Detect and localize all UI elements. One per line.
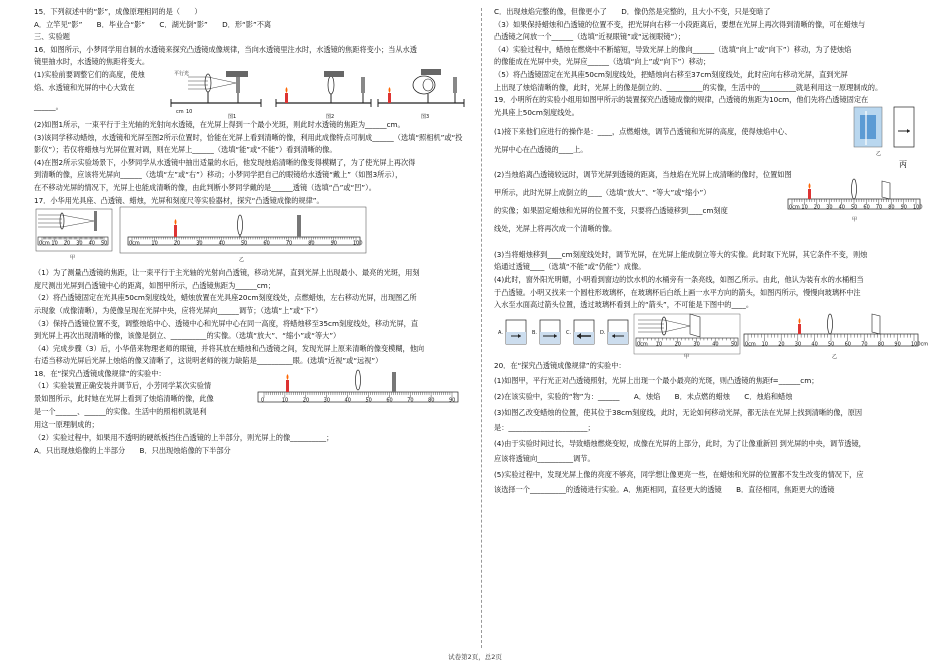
q16-part4: (4)在图2所示实验场景下，小梦同学从水透镜中抽出适量的水后，他发现烛焰清晰的像变得模糊了，为了使光屏上再次得	[34, 157, 416, 167]
q18-part4: （4）实验过程中，蜡烛在燃烧中不断缩短，导致光屏上的像向______（选填“向上”或“向下”）移动，为了使烛焰	[494, 44, 852, 54]
q16-figure-block	[34, 69, 462, 119]
ruler-label: 0cm	[39, 240, 50, 247]
q18-intro: 18．在“探究凸透镜成像规律”的实验中：	[34, 368, 166, 378]
q19-block	[494, 107, 923, 249]
ruler-label: 60	[263, 240, 270, 247]
ruler-label: 40	[344, 397, 351, 404]
ruler-label: 0cm	[129, 240, 140, 247]
ruler-label: 30	[323, 397, 331, 404]
q19-figure-a	[786, 177, 922, 225]
q19-part4: (4)此时，窗外阳光明媚，小明看到窗边的饮水机的水桶旁有一条亮线，如图乙所示。由此，他认为装有水的水桶相当	[494, 274, 864, 284]
svg-text:10: 10	[186, 108, 193, 115]
q19-part1: 光屏中心在凸透镜的____上。	[494, 144, 588, 154]
ruler-label: 20	[302, 397, 310, 404]
q19-option-b	[532, 320, 560, 344]
left-column	[34, 6, 462, 458]
ruler-label: 10	[761, 341, 768, 348]
q18-part1: 是一个______、______的实像。生活中的照相机就是利	[34, 407, 207, 417]
q16-fig3-caption: 图3	[421, 113, 430, 120]
ruler-label: 50	[731, 341, 738, 348]
q19-part1: (1)接下来他们应进行的操作是：____，点燃蜡烛，调节凸透镜和光屏的高度，使得烛焰中心、	[494, 126, 792, 136]
q16-part3: (3)该同学移动蜡烛，水透镜和光屏至图2所示位置时，恰能在光屏上看到清晰的像，利用此成像特点可制成______（选填“照相机”或“投	[34, 132, 463, 142]
ruler-label: 30	[76, 240, 83, 247]
q20-part2: (2)在该实验中，实验的“物”为：______ A．烛焰 B．未点燃的蜡烛 C．烛焰和蜡烛	[494, 391, 793, 401]
q19-part3: 焰通过透镜____（选填“不能”或“仍能”）成像。	[494, 262, 646, 272]
ruler-label: 10	[801, 204, 808, 211]
ruler-label: 10	[281, 397, 289, 404]
ruler-label: 90	[894, 341, 901, 348]
ruler-label: 90	[449, 397, 456, 404]
q17-part1: （1）为了测量凸透镜的焦距，让一束平行于主光轴的光射向凸透镜，移动光屏，直到光屏上出现最小、最亮的光斑，用刻	[34, 268, 420, 278]
ruler-label: 50	[365, 397, 372, 404]
q19-fig-b-caption: 乙	[876, 150, 882, 157]
q16-fig1-label: 平行光	[174, 70, 190, 77]
q17-part4: （4）完成步骤（3）后，小华借来物理老师的眼镜，并将其放在蜡烛和凸透镜之间，发现光屏上原来清晰的像变模糊，他向	[34, 343, 425, 353]
q18-part2: （2）实验过程中，如果用不透明的硬纸板挡住凸透镜的上半部分，则光屏上的像__________；	[34, 433, 334, 443]
column-divider	[481, 8, 482, 648]
q17-part3: （3）保持凸透镜位置不变，调整烛焰中心、透镜中心和光屏中心在同一高度，将蜡烛移至35cm刻度线处，移动光屏，直	[34, 318, 419, 328]
q17-part2: （2）将凸透镜固定在光具座50cm刻度线处，蜡烛放置在光具座20cm刻度线处，点燃蜡烛，左右移动光屏，出现图乙所	[34, 293, 417, 303]
ruler-label: 80	[428, 397, 435, 404]
q16-figure-1	[171, 70, 261, 120]
svg-text:D.: D.	[600, 329, 606, 336]
ruler-label: 50	[828, 341, 835, 348]
q18-part1: （1）实验装置正确安装并调节后，小芳同学某次实验情	[34, 381, 212, 391]
q20-part3: (3)如图乙改变蜡烛的位置，使其位于38cm刻度线，此时，无论如何移动光屏，都无法在光屏上找到清晰的像，原因	[494, 407, 863, 417]
svg-text:A.: A.	[498, 329, 503, 336]
q19-part2: 线处，光屏上将再次成一个清晰的像。	[494, 223, 617, 233]
ruler-label: 60	[386, 397, 393, 404]
q20-part4: 应该将透镜向__________调节。	[494, 454, 595, 464]
q20-fig-b-caption: 乙	[832, 353, 838, 360]
q19-part4: 入水至水面高过箭头位置，透过玻璃杯看到上的“箭头”，不可能是下图中的____。	[494, 300, 754, 310]
q18-part3: 凸透镜之间放一个______（选填“近视眼镜”或“远视眼镜”）；	[494, 32, 685, 42]
q16-figure-2	[276, 71, 371, 120]
q20-figure-b	[744, 314, 928, 360]
q17-fig-a-caption: 甲	[70, 255, 76, 262]
q19-part3: (3)当将蜡烛移到____cm刻度线处时，调节光屏，在光屏上能成倒立等大的实像。此时取下光屏，其它条件不变，则烛	[494, 249, 868, 259]
q15-options: A．立竿见“影” B．毕业合“影” C．湖光倒“影” D．形“影”不离	[34, 19, 272, 29]
ruler-label: 0	[261, 397, 265, 404]
ruler-label: 40	[218, 240, 225, 247]
q17-figures	[34, 207, 462, 267]
q18-options-cd: C．出现烛焰完整的像，但像更小了 D．像仍然是完整的，且大小不变，只是变暗了	[494, 7, 771, 16]
q15-stem: 15．下列叙述中的“影”，成像原理相同的是（ ）	[34, 7, 202, 16]
ruler-label: 50	[241, 240, 248, 247]
q16-part1: ______。	[34, 101, 63, 111]
q20-part5: 该选择一个__________的透镜进行实验。A．焦距相同，直径更大的透镜 B．直径相同，焦距更大的透镜	[494, 485, 835, 495]
q16-part3: 影仪”）；若仅将蜡烛与光屏位置对调，则在光屏上______（选填“能”或“不能”）看到清晰的像。	[34, 145, 337, 155]
ruler-label: 50	[851, 204, 858, 211]
q20-part5: (5)实验过程中，发现光屏上像的亮度不够亮，同学想让像更亮一些，在蜡烛和光屏的位置都不发生改变的情况下，应	[494, 469, 864, 479]
q19-option-a	[498, 320, 526, 344]
section-heading: 三、实验题	[34, 32, 70, 42]
ruler-label: 40	[88, 240, 95, 247]
q16-intro: 16．如图所示，小梦同学用自制的水透镜来探究凸透镜成像规律，当向水透镜里注水时，水透镜的焦距将变小；当从水透	[34, 44, 417, 54]
page-footer: 试卷第2页，总2页	[448, 653, 502, 661]
q18-part5: 上出现了烛焰清晰的像，此时，光屏上的像是倒立的、__________的实像，生活中的__________就是利用这一原理制成的。	[494, 82, 883, 92]
q18-figure	[256, 366, 460, 412]
right-column	[494, 6, 929, 497]
ruler-label: 30	[693, 341, 700, 348]
q18-figure-block	[34, 380, 462, 432]
q17-fig-b-caption: 乙	[239, 257, 245, 264]
q16-part2: (2)如图1所示，一束平行于主光轴的光射向水透镜，在光屏上得到一个最小光斑，则此时水透镜的焦距为______cm。	[34, 119, 405, 129]
ruler-label: 60	[844, 341, 851, 348]
ruler-label: 80	[877, 341, 885, 348]
q19-option-c	[566, 320, 594, 344]
q19-part2: 的实像；如果固定蜡烛和光屏的位置不变，只要将凸透镜移到____cm刻度	[494, 205, 728, 215]
q17-part4: 右适当移动光屏后光屏上烛焰的像又清晰了，这说明老师的视力缺陷是__________眼。(选填“近视”或“远视”）	[34, 356, 383, 366]
q17-figure-a	[36, 209, 112, 261]
q16-part1: (1)实验前要调整它们的高度，使烛	[34, 69, 145, 79]
ruler-label: 0cm	[745, 341, 756, 348]
ruler-label: 80	[308, 240, 315, 247]
q18-part5: （5）将凸透镜固定在光具座50cm刻度线处，把蜡烛向右移至37cm刻度线处，此时应向右移动光屏，直到光屏	[494, 69, 848, 79]
q16-figure-3	[378, 69, 464, 120]
q16-part4: 到清晰的像，应该将光屏向______（选填“左”或“右”）移动；小梦同学把自己的眼镜给水透镜“戴上”（如图3所示），	[34, 170, 403, 180]
svg-text:cm: cm	[176, 108, 184, 115]
ruler-label: 50	[101, 240, 108, 247]
q20-part4: (4)由于实验时间过长，导致蜡烛燃烧变短，成像在光屏的上部分，此时，为了让像重新回 到光屏的中央，调节透镜，	[494, 438, 866, 448]
q16-figures	[166, 63, 466, 119]
svg-text:C.: C.	[566, 329, 572, 336]
q19-fig-a-caption: 甲	[852, 216, 858, 223]
q19-figures-bc	[850, 105, 922, 169]
q18-part2-options: A．只出现烛焰像的上半部分 B．只出现烛焰像的下半部分	[34, 446, 231, 456]
q17-part2: 示现象（成像清晰），为使像呈现在光屏中央，应将光屏向______调节；（选填“上”或“下”）	[34, 305, 323, 315]
q19-intro: 19．小明所在的实验小组用如图甲所示的装置探究凸透镜成像的规律，凸透镜的焦距为10cm，他们先将凸透镜固定在	[494, 95, 869, 105]
ruler-label: 70	[875, 204, 883, 211]
q20-part3: 是：______________________；	[494, 423, 595, 433]
q19-fig-c-caption: 丙	[899, 159, 907, 169]
ruler-label: 10	[51, 240, 58, 247]
q16-fig1-caption: 图1	[228, 113, 237, 120]
q17-part3: 到光屏上再次出现清晰的像，该像是倒立、__________的实像。（选填“放大”、“缩小”或“等大”）	[34, 331, 341, 341]
q18-part1: 用这一原理制成的；	[34, 420, 99, 430]
ruler-label: 10	[151, 240, 158, 247]
ruler-label: 70	[285, 240, 293, 247]
q18-part1: 景如图所示，此时她在光屏上看到了烛焰清晰的像，此像	[34, 394, 214, 404]
ruler-label: 70	[861, 341, 868, 348]
ruler-label: 60	[863, 204, 870, 211]
ruler-label: 80	[888, 204, 895, 211]
ruler-label: 0cm	[637, 341, 648, 348]
svg-text:B.: B.	[532, 329, 538, 336]
ruler-label: 10	[655, 341, 663, 348]
ruler-label: 70	[407, 397, 414, 404]
ruler-label: 40	[811, 341, 818, 348]
ruler-label: 20	[813, 204, 821, 211]
q20-part1: (1)如图甲，平行光正对凸透镜照射，光屏上出现一个最小最亮的光斑，则凸透镜的焦距f=______cm；	[494, 376, 819, 386]
q19-option-d	[600, 320, 628, 344]
ruler-label: 20	[63, 240, 71, 247]
ruler-label: 30	[196, 240, 203, 247]
ruler-label: 100	[913, 204, 923, 211]
ruler-label: 20	[778, 341, 785, 348]
ruler-label: 30	[794, 341, 802, 348]
q20-fig-a-caption: 甲	[684, 353, 690, 360]
ruler-label: 30	[826, 204, 833, 211]
q16-part1: 焰、水透镜和光屏的中心大致在	[34, 82, 135, 92]
ruler-label: 40	[712, 341, 719, 348]
q20-intro: 20．在“探究凸透镜成像规律”的实验中：	[494, 360, 626, 370]
ruler-label: 40	[838, 204, 845, 211]
ruler-label: 100cm	[911, 341, 929, 348]
ruler-label: 20	[173, 240, 181, 247]
ruler-label: 0cm	[789, 204, 800, 211]
q20-figure-a	[634, 314, 740, 360]
q16-fig2-caption: 图2	[326, 113, 335, 120]
q16-intro: 镜里抽水时，水透镜的焦距将变大。	[34, 57, 150, 67]
q18-part3: （3）如果保持蜡烛和凸透镜的位置不变，把光屏向右移一小段距离后，要想在光屏上再次得到清晰的像，可在蜡烛与	[494, 19, 866, 29]
q19-intro: 光具座上50cm刻度线处。	[494, 107, 579, 117]
q18-part4: 的像能成在光屏中央，光屏应______（选填“向上”或“向下”）移动；	[494, 57, 711, 67]
q17-figure-b	[120, 207, 366, 263]
ruler-label: 20	[674, 341, 681, 348]
ruler-label: 90	[330, 240, 337, 247]
q17-intro: 17．小华用光具座、凸透镜、蜡烛，光屏和刻度尺等实验器材，探究“凸透镜成像的规律”。	[34, 195, 324, 205]
ruler-label: 100	[353, 240, 363, 247]
q17-part1: 度尺测出光屏到凸透镜中心的距离，如图甲所示，凸透镜焦距为______cm；	[34, 280, 275, 290]
q19-part2: (2)当烛焰离凸透镜较远时，调节光屏到透镜的距离，当烛焰在光屏上成清晰的像时，位置如图	[494, 169, 792, 179]
ruler-label: 90	[900, 204, 907, 211]
q19-part4: 于凸透镜。小明又找来一个圆柱形玻璃杯，在玻璃杯后白纸上画一水平方向的箭头，如图丙所示，慢慢向玻璃杯中注	[494, 287, 861, 297]
q19-part2: 甲所示，此时光屏上成倒立的____（选填“放大”、“等大”或“缩小”）	[494, 187, 711, 197]
q19-q20-figures	[494, 312, 929, 360]
q16-part4: 在不移动光屏的情况下，光屏上也能成清晰的像，由此判断小梦同学戴的是______透镜（选填“凸”或“凹”）。	[34, 182, 376, 192]
